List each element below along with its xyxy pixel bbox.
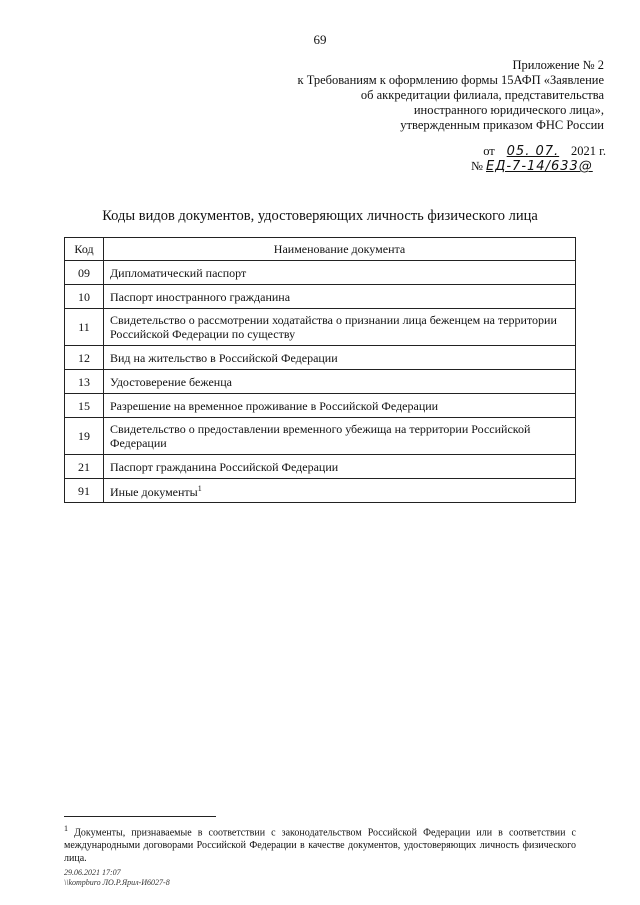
order-year: 2021 г.: [571, 144, 606, 158]
footnote-text: Документы, признаваемые в соответствии с законодательством Российской Федерации или в соответствии с международными договорами Российской Федерации в качестве документов, удостоверяющих личность физического лица.: [64, 827, 576, 865]
row-code: 13: [65, 370, 104, 394]
handwritten-date: 05. 07.: [506, 144, 560, 159]
row-name: Разрешение на временное проживание в Российской Федерации: [104, 394, 576, 418]
order-reference: [471, 144, 606, 174]
row-code: 19: [65, 418, 104, 455]
footnote-divider: [64, 816, 216, 817]
appendix-line: об аккредитации филиала, представительства: [360, 88, 604, 102]
row-name: Паспорт гражданина Российской Федерации: [104, 455, 576, 479]
row-code: 15: [65, 394, 104, 418]
handwritten-number: ЕД-7-14/633@: [486, 159, 593, 174]
row-code: 10: [65, 285, 104, 309]
stamp-path: \\kompburo ЛО.Р.Ярил-И6027-8: [64, 878, 170, 887]
table-row: [65, 418, 576, 455]
from-prefix: от: [483, 144, 495, 158]
order-number-line: [471, 159, 606, 174]
row-name: Удостоверение беженца: [104, 370, 576, 394]
row-name: Свидетельство о предоставлении временного убежища на территории Российской Федерации: [104, 418, 576, 455]
row-code: 12: [65, 346, 104, 370]
footnote-reference: 1: [197, 484, 202, 493]
number-prefix: №: [470, 159, 483, 173]
row-code: 11: [65, 309, 104, 346]
table-row: [65, 370, 576, 394]
table-row: [65, 479, 576, 503]
appendix-line: иностранного юридического лица»,: [413, 103, 604, 117]
row-code: 09: [65, 261, 104, 285]
appendix-line: к Требованиям к оформлению формы 15АФП «Заявление: [297, 73, 604, 87]
table-row: [65, 261, 576, 285]
appendix-header: [184, 58, 604, 133]
row-name: Дипломатический паспорт: [104, 261, 576, 285]
row-name: [104, 479, 576, 503]
row-name: Паспорт иностранного гражданина: [104, 285, 576, 309]
stamp-timestamp: 29.06.2021 17:07: [64, 868, 121, 877]
document-title: Коды видов документов, удостоверяющих личность физического лица: [102, 208, 538, 224]
table-row: [65, 455, 576, 479]
header-name: Наименование документа: [104, 238, 576, 261]
order-date-line: [471, 144, 606, 159]
row-code: 21: [65, 455, 104, 479]
row-code: 91: [65, 479, 104, 503]
footnote-mark: 1: [64, 824, 68, 833]
codes-table: [64, 237, 576, 503]
header-code: Код: [65, 238, 104, 261]
table-row: [65, 285, 576, 309]
row-name: Вид на жительство в Российской Федерации: [104, 346, 576, 370]
print-stamp: [64, 868, 170, 888]
appendix-line: утвержденным приказом ФНС России: [400, 118, 604, 132]
page-number: 69: [313, 32, 327, 47]
table-header-row: [65, 238, 576, 261]
footnote: [64, 822, 576, 865]
row-name: Свидетельство о рассмотрении ходатайства о признании лица беженцем на территории Российской Федерации по существу: [104, 309, 576, 346]
appendix-line: Приложение № 2: [512, 58, 604, 72]
table-row: [65, 346, 576, 370]
table-row: [65, 394, 576, 418]
table-row: [65, 309, 576, 346]
row-name-text: Иные документы: [110, 485, 198, 499]
